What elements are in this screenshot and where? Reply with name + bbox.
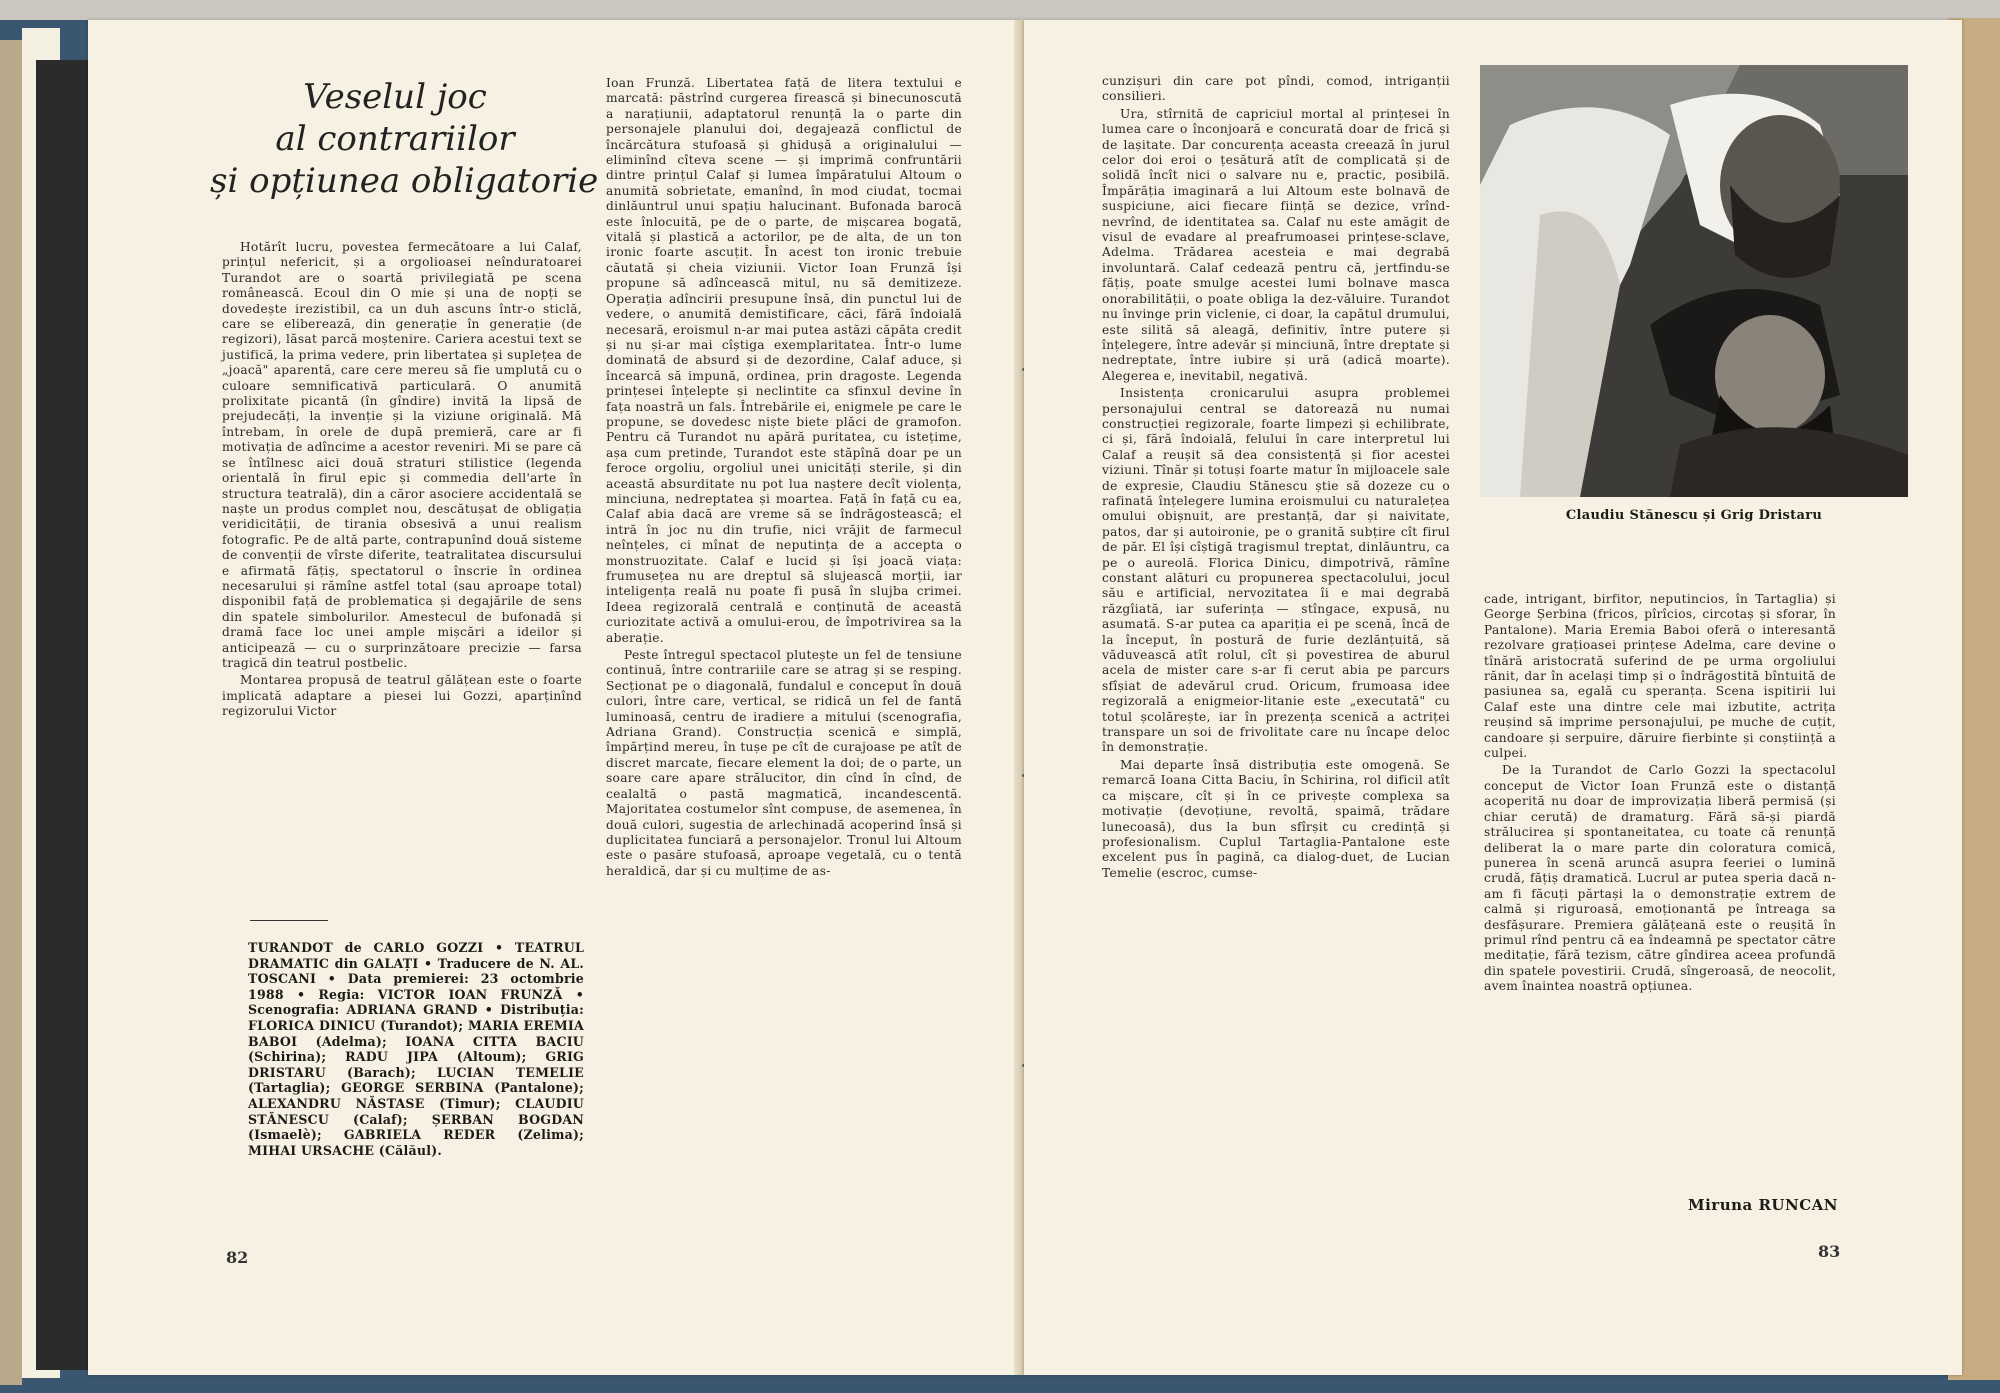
paragraph: Ura, stîrnită de capriciul mortal al prințesei în lumea care o înconjoară e concurată doar de frică și de lașitate. Dar concurența aceasta creează în jurul celor doi eroi o țesătură atît de complicată și de solidă încît nici o salvare nu e, practic, posibilă. Împărăția imaginară a lui Altoum este bolnavă de suspiciune, aici fiecare ființă se dezice, vrînd-nevrînd, de identitatea sa. Calaf nu este amăgit de visul de evadare al preafrumoasei prințese-sclave, Adelma. Trădarea acesteia e mai degrabă involuntară. Calaf cedează pentru că, jertfindu-se fățiș, poate smulge acestei lumi bolnave masca onorabilității, o poate obliga la dez-văluire. Turandot nu învinge prin viclenie, ci doar, la capătul drumului, este silită să aleagă, definitiv, între putere și înțelegere, între adevăr și minciună, între dreptate și nedreptate, între iubire și ură (adică moarte). Alegerea e, inevitabil, negativă.: [1102, 106, 1450, 383]
paragraph: cunzișuri din care pot pîndi, comod, intriganții consilieri.: [1102, 74, 1450, 104]
paragraph: cade, intrigant, birfitor, neputincios, în Tartaglia) și George Șerbina (fricos, pîrîcios, circotaș și sforar, în Pantalone). Maria Eremia Baboi oferă o interesantă rezolvare grațioasei prințese Adelma, care devine o tînără aristocrată suferind de pe urma orgoliului rănit, dar în același timp și o îndrăgostită bîntuită de pasiunea sa, egală cu speranța. Scena ispitirii lui Calaf este una dintre cele mai izbutite, actrița reușind să imprime personajului, pe muche de cuțit, candoare și serpuire, dăruire fierbinte și conștiință a culpei.: [1484, 592, 1836, 761]
production-credits: TURANDOT de CARLO GOZZI • TEATRUL DRAMATIC din GALAȚI • Traducere de N. AL. TOSCANI • Data premierei: 23 octombrie 1988 • Regia: VICTOR IOAN FRUNZĂ • Scenografia: ADRIANA GRAND • Distribuția: FLORICA DINICU (Turandot); MARIA EREMIA BABOI (Adelma); IOANA CITTA BACIU (Schirina); RADU JIPA (Altoum); GRIG DRISTARU (Barach); LUCIAN TEMELIE (Tartaglia); GEORGE SERBINA (Pantalone); ALEXANDRU NĂSTASE (Timur); CLAUDIU STĂNESCU (Calaf); ȘERBAN BOGDAN (Ismaelè); GABRIELA REDER (Zelima); MIHAI URSACHE (Călăul).: [248, 940, 584, 1158]
photo-image: [1480, 65, 1908, 497]
photo-caption: Claudiu Stănescu și Grig Dristaru: [1565, 508, 1823, 523]
title-line-3: și opțiunea obligatorie: [210, 161, 599, 201]
paragraph: Peste întregul spectacol plutește un fel de tensiune continuă, între contrariile care se atrag și se resping. Secționat pe o diagonală, fundalul e conceput în două culori, între care, vertical, se ridică un fel de fantă luminoasă, centru de iradiere a mitului (scenografia, Adriana Grand). Construcția scenică e simplă, împărțind mereu, în tușe pe cît de curajoase pe atît de discret marcate, fiecare element la doi; de o parte, un soare care apare strălucitor, din cînd în cînd, de cealaltă o pastă magmatică, incandescentă. Majoritatea costumelor sînt compuse, de asemenea, în două culori, sugestia de arlechinadă acoperind însă și duplicitatea funciară a personajelor. Tronul lui Altoum este o pasăre stufoasă, aproape vegetală, cu o tentă heraldică, dar și cu mulțime de as-: [606, 648, 962, 878]
title-line-2: al contrariilor: [275, 119, 515, 159]
book-binding: [0, 40, 22, 1385]
page-number-right: 83: [1818, 1242, 1841, 1261]
page-number-left: 82: [226, 1248, 249, 1267]
right-column-2: [1484, 592, 1836, 997]
left-column-2: [606, 76, 962, 881]
desk-background: [0, 0, 2000, 20]
left-column-1: [222, 240, 582, 722]
divider-rule: [250, 920, 328, 921]
paragraph: Hotărît lucru, povestea fermecătoare a lui Calaf, prințul nefericit, și a orgolioasei neînduratoarei Turandot are o soartă privilegiată pe scena românească. Ecoul din O mie și una de nopți se dovedește irezistibil, ca un duh ascuns într-o sticlă, care se eliberează, din generație în generație (de regizori), lăsat parcă moștenire. Cariera acestui text se justifică, la prima vedere, prin libertatea și suplețea de „joacă" aparentă, care cere mereu să fie umplută cu o culoare semnificativă particulară. O anumită prolixitate picantă (în gîndire) invită la lipsă de prejudecăți, la invenție și la viziune originală. Mă întrebam, în orele de după premieră, care ar fi motivația de adîncime a acestor reveniri. Mi se pare că se întîlnesc aici două straturi stilistice (legenda orientală în firul epic și commedia dell'arte în structura teatrală), din a căror asociere accidentală se naște un produs complet nou, descătușat de obligația veridicității, de tirania obsesivă a unui realism fotografic. Pe de altă parte, contrapunînd două sisteme de convenții de vîrste diferite, teatralitatea discursului e afirmată fățiș, spectatorul o înscrie în ordinea necesarului și rămîne astfel total (sau aproape total) disponibil față de problematica și degajările de sens din spatele simbolurilor. Amestecul de bufonadă și dramă face loc unei ample mișcări a ideilor și anticipează — cu o surprinzătoare precizie — farsa tragică din teatrul postbelic.: [222, 240, 582, 670]
paragraph: Montarea propusă de teatrul gălățean este o foarte implicată adaptare a piesei lui Gozzi, aparținînd regizorului Victor: [222, 673, 582, 719]
title-line-1: Veselul joc: [303, 77, 487, 117]
article-title: [210, 76, 599, 202]
right-column-1: [1102, 74, 1450, 883]
paragraph: Mai departe însă distribuția este omogenă. Se remarcă Ioana Citta Baciu, în Schirina, rol dificil atît ca mișcare, cît și în ce privește complexa sa motivație (devoțiune, revoltă, spaimă, trădare lunecoasă), dus la bun sfîrșit cu credință și profesionalism. Cuplul Tartaglia-Pantalone este excelent pus în pagină, ca dialog-duet, de Lucian Temelie (escroc, cumse-: [1102, 757, 1450, 880]
paragraph: Ioan Frunză. Libertatea față de litera textului e marcată: păstrînd curgerea firească și binecunoscută a narațiunii, adaptatorul renunță la o parte din personajele planului doi, degajează conflictul de încărcătura stufoasă și ghidușă a originalului — eliminînd cîteva scene — și imprimă confruntării dintre prințul Calaf și lumea împăratului Altoum o anumită sobrietate, emanînd, în mod ciudat, tocmai dinlăuntrul unui spațiu halucinant. Bufonada barocă este înlocuită, pe de o parte, de mișcarea bogată, vitală și plastică a actorilor, pe de alta, de un ton ironic foarte ascuțit. În acest ton ironic trebuie căutată și cheia viziunii. Victor Ioan Frunză își propune să adîncească mitul, nu să demitizeze. Operația adîncirii presupune însă, din punctul lui de vedere, o anumită demistificare, căci, fără îndoială necesară, eroismul n-ar mai putea astăzi căpăta credit și nu și-ar mai cîștiga exemplaritatea. Într-o lume dominată de absurd și de dezordine, Calaf aduce, și încearcă să impună, ordinea, prin dragoste. Legenda prințesei înțelepte și neclintite ca sfinxul devine în fața noastră un fals. Întrebările ei, enigmele pe care le propune, se dovedesc niște biete plăci de gramofon. Pentru că Turandot nu apără puritatea, cu istețime, așa cum pretinde, Turandot este stăpînă doar pe un feroce orgoliu, orgoliul unei unicități sterile, și din această absurditate nu pot lua naștere decît violența, minciuna, nedreptatea și moartea. Față în față cu ea, Calaf abia dacă are vreme să se îndrăgostească; el intră în joc nu din trufie, nici vrăjit de farmecul neînțeles, ci mînat de neputința de a accepta o monstruozitate. Calaf e lucid și își joacă viața: frumusețea nu are dreptul să slujească morții, iar inteligența reală nu poate fi pusă în slujba crimei. Ideea regizorală centrală e conținută de această curiozitate activă a omului-erou, de împotrivirea sa la aberație.: [606, 76, 962, 645]
paragraph: De la Turandot de Carlo Gozzi la spectacolul conceput de Victor Ioan Frunză este o distanță acoperită nu doar de improvizația liberă permisă (și chiar cerută) de dramaturg. Fără să-și piardă strălucirea și spontaneitatea, cu toate că renunță deliberat la o mare parte din coloratura comică, punerea în scenă aruncă asupra feeriei o lumină crudă, fățiș dramatică. Lucrul ar putea speria dacă n-am fi făcuți părtași la o demonstrație extrem de calmă și riguroasă, emoționantă pe întreaga sa desfășurare. Premiera gălățeană este o reușită în primul rînd pentru că ea îndeamnă pe spectator către meditație, fără tezism, către gîndirea aceea profundă din spatele povestirii. Crudă, sîngeroasă, de neocolit, avem înaintea noastră opțiunea.: [1484, 763, 1836, 994]
production-photo: [1480, 65, 1908, 497]
author-signature: Miruna RUNCAN: [1687, 1196, 1838, 1214]
paragraph: Insistența cronicarului asupra problemei personajului central se datorează nu numai construcției regizorale, foarte limpezi și echilibrate, ci și, fără îndoială, felului în care interpretul lui Calaf a reușit să dea consistență și fior acestei viziuni. Tînăr și totuși foarte matur în mijloacele sale de expresie, Claudiu Stănescu știe să dozeze cu o rafinată înțelegere lumina eroismului cu naturalețea omului obișnuit, are prestanță, dar și naivitate, patos, dar și autoironie, pe o granită subțire cît firul de păr. El își cîștigă tragismul treptat, dinlăuntru, ca pe o aureolă. Florica Dinicu, dimpotrivă, rămîne constant alături cu propunerea spectacolului, jocul său e artificial, nervozitatea îi e mai degrabă răzgîiată, iar suferința — stîngace, expusă, nu asumată. S-ar putea ca apariția ei pe scenă, încă de la început, în postură de furie dezlănțuită, să văduvească atît rolul, cît și povestirea de aburul acela de mister care s-ar fi cerut abia pe parcurs sfîșiat de adevărul crud. Oricum, frumoasa idee regizorală a enigmeior-litanie este „executată" cu totul școlărește, iar în prezența scenică a actriței transpare un soi de frivolitate care nu încape deloc în demonstrație.: [1102, 386, 1450, 755]
